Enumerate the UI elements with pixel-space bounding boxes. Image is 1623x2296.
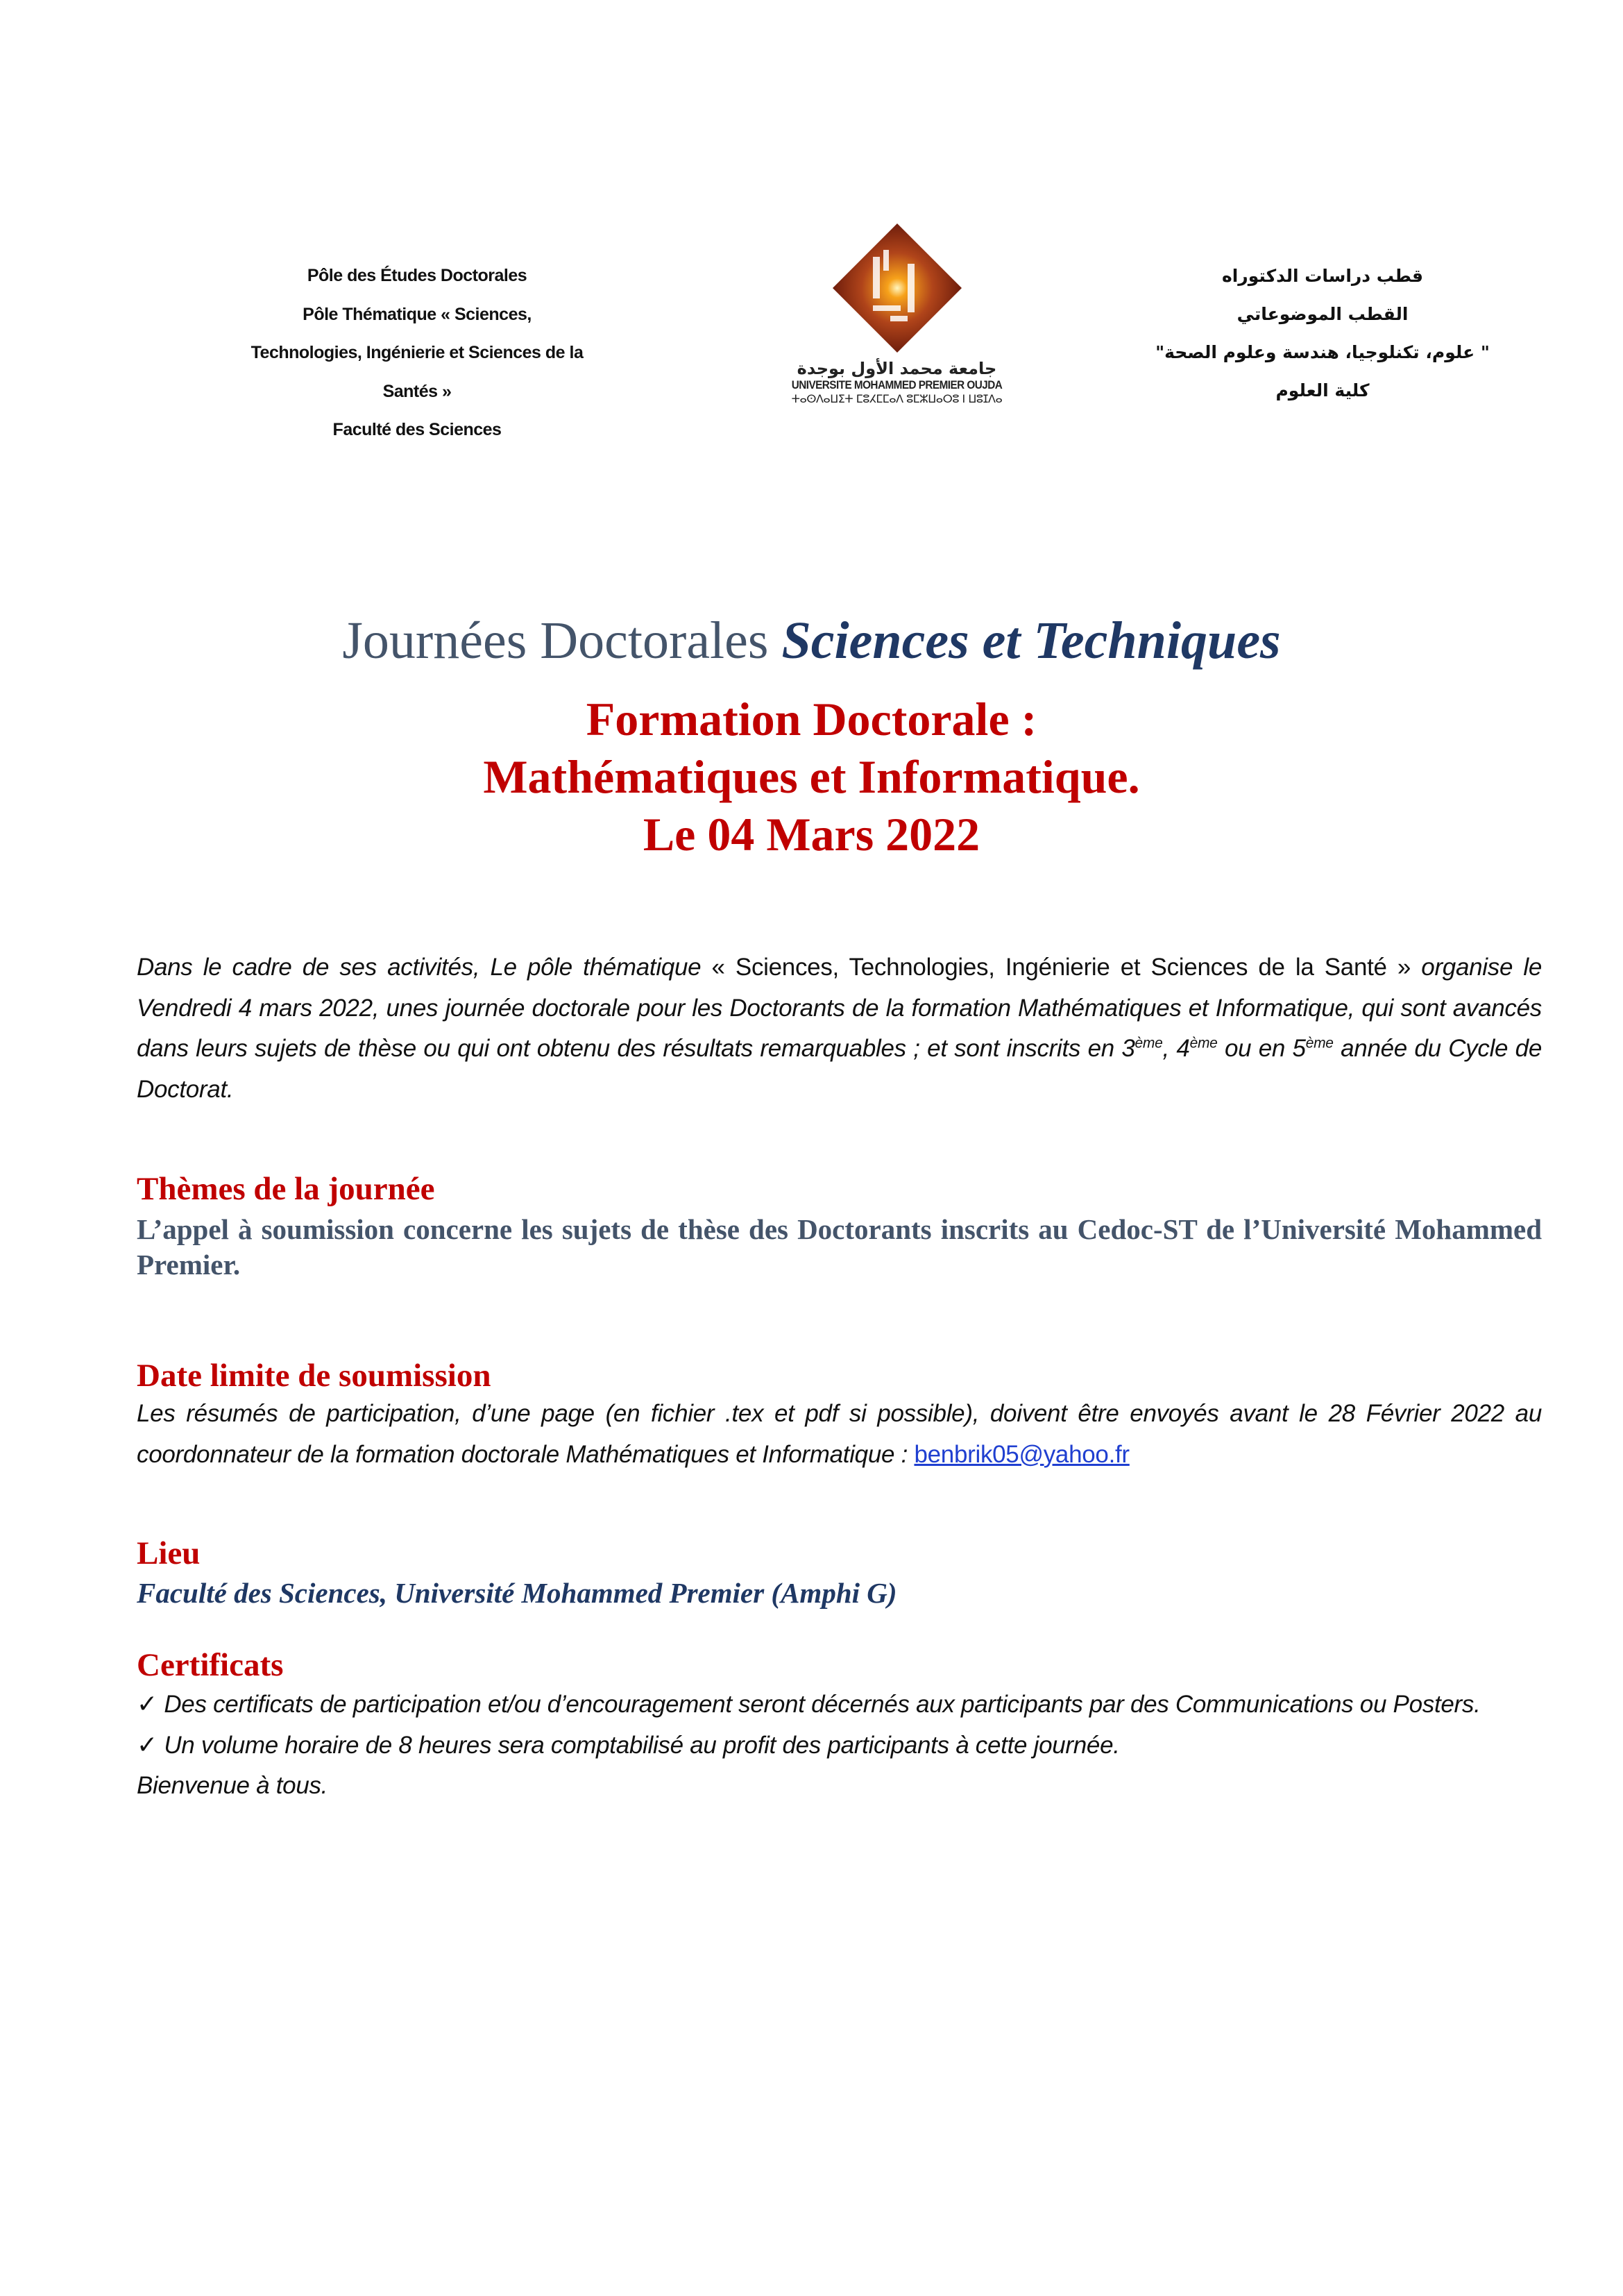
header-left-line: Technologies, Ingénierie et Sciences de la [250,343,584,362]
text: , 4 [1162,1035,1190,1062]
sup: ème [1135,1035,1163,1052]
lieu-heading: Lieu [137,1535,201,1571]
text: ou en 5 [1217,1035,1306,1062]
deadline-text [137,1394,1542,1475]
subtitle-date: Le 04 Mars 2022 [643,808,980,861]
closing-text: Bienvenue à tous. [137,1772,328,1799]
logo-french-name: UNIVERSITE MOHAMMED PREMIER OUJDA [791,378,1003,391]
sup: ème [1189,1035,1218,1052]
header-left [208,257,626,450]
text: Les résumés de participation, d’une page (en fichier .tex et pdf si possible), doivent être envoyés avant le 28 Février 2022 au coordonnateur de la formation doctorale Mathématiques et Informatique : [137,1400,1542,1468]
text: année du Cycle de Doctorat. [137,1035,1543,1103]
header-left-line: Pôle Thématique « Sciences, [303,304,532,324]
text: Un volume horaire de 8 heures sera comptabilisé au profit des participants à cette journée. [164,1731,1120,1759]
title-emphasis: Sciences et Techniques [781,611,1281,670]
checkmark-icon: ✓ [137,1690,158,1719]
subtitle-line: Mathématiques et Informatique. [483,750,1140,803]
university-emblem-icon [831,222,963,354]
page-title [0,611,1623,671]
themes-text: L’appel à soumission concerne les sujets de thèse des Doctorants inscrits au Cedoc-ST de l’Université Mohammed Premier. [137,1213,1542,1281]
sup: ème [1305,1035,1334,1052]
list-item [137,1725,1542,1766]
intro-paragraph [137,947,1542,1110]
checkmark-icon: ✓ [137,1730,158,1759]
themes-heading: Thèmes de la journée [137,1171,435,1207]
header-left-line: Santés » [382,381,452,401]
subtitle-line: Formation Doctorale : [586,693,1037,745]
email-link[interactable]: benbrik05@yahoo.fr [914,1440,1130,1468]
text: organise le Vendredi 4 mars 2022, unes journée doctorale pour les Doctorants de la formation Mathématiques et Informatique, qui sont avancés dans leurs sujets de thèse ou qui ont obtenu des résultats remarquables ; et sont inscrits en 3 [137,954,1542,1062]
university-logo [777,222,1017,405]
header-right-line: قطب دراسات الدكتوراه [1221,266,1423,286]
header-right-line: " علوم، تكنلوجيا، هندسة وعلوم الصحة" [1155,342,1490,362]
header-right-line: كلية العلوم [1275,380,1370,400]
certificats-list [137,1685,1542,1807]
logo-tifinagh-name: ⵜⴰⵙⴷⴰⵡⵉⵜ ⵎⵓⵃⵎⵎⴰⴷ ⵓⵎⵣⵡⴰⵔⵓ ⵏ ⵡⵓⵊⴷⴰ [791,392,1003,405]
certificats-heading: Certificats [137,1647,284,1683]
list-item [137,1685,1542,1725]
text: « Sciences, Technologies, Ingénierie et Sciences de la Santé » [711,954,1411,981]
text: Dans le cadre de ses activités, Le pôle thématique [137,954,712,981]
title-part: Journées Doctorales [342,611,782,670]
header-right [1131,257,1514,410]
text: Des certificats de participation et/ou d’encouragement seront décernés aux participants par des Communications ou Posters. [164,1691,1481,1718]
logo-arabic-name: جامعة محمد الأول بوجدة [797,359,997,378]
deadline-heading: Date limite de soumission [137,1358,491,1394]
header-right-line: القطب الموضوعاتي [1237,304,1409,324]
lieu-text: Faculté des Sciences, Université Mohammed Premier (Amphi G) [137,1577,897,1609]
header-left-line: Faculté des Sciences [332,420,502,439]
subtitle [0,691,1623,863]
header-left-line: Pôle des Études Doctorales [307,266,527,285]
